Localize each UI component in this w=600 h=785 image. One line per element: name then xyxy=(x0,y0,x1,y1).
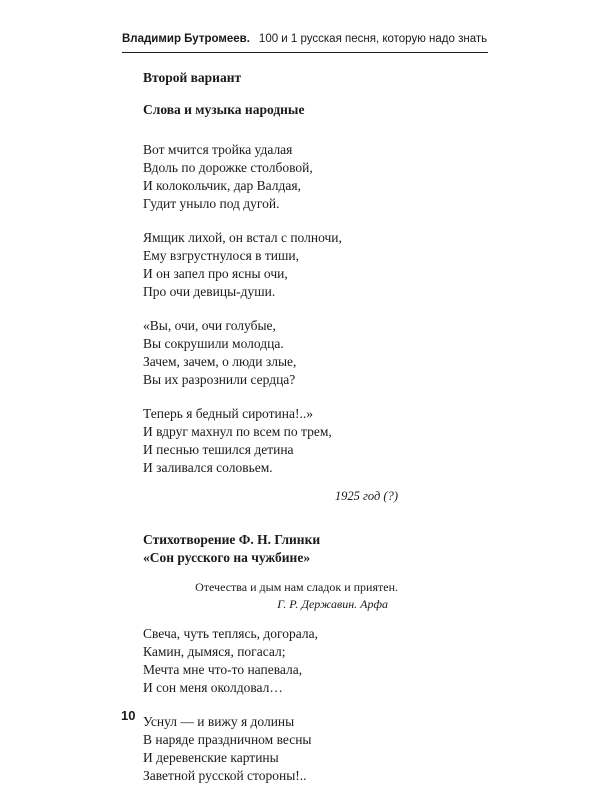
poem-line: В наряде праздничном весны xyxy=(143,732,312,747)
poem-line: Теперь я бедный сиротина!..» xyxy=(143,406,313,421)
poem-line: И вдруг махнул по всем по трем, xyxy=(143,424,332,439)
poem-line: Свеча, чуть теплясь, догорала, xyxy=(143,626,318,641)
poem-line: Камин, дымяся, погасал; xyxy=(143,644,286,659)
poem-line: Вот мчится тройка удалая xyxy=(143,142,293,157)
poem-stanza xyxy=(143,317,398,389)
epigraph-source: Г. Р. Державин. Арфа xyxy=(277,597,388,611)
poem-line: Мечта мне что-то напевала, xyxy=(143,662,303,677)
poem-line: Гудит уныло под дугой. xyxy=(143,196,280,211)
section-subtitle: Слова и музыка народные xyxy=(143,102,305,117)
header-book-title: 100 и 1 русская песня, которую надо знать xyxy=(258,33,488,45)
poem-stanza xyxy=(143,229,398,301)
poem-line: Зачем, зачем, о люди злые, xyxy=(143,354,297,369)
poem-line: Ямщик лихой, он встал с полночи, xyxy=(143,230,342,245)
poem-line: Вдоль по дорожке столбовой, xyxy=(143,160,313,175)
section-title: Стихотворение Ф. Н. Глинки xyxy=(143,532,321,547)
poem-stanza xyxy=(143,713,398,785)
poem-line: И сон меня околдовал… xyxy=(143,680,283,695)
poem-line: Ему взгрустнулося в тиши, xyxy=(143,248,300,263)
running-header xyxy=(122,32,488,46)
epigraph xyxy=(143,579,398,613)
poem-line: Про очи девицы-души. xyxy=(143,284,276,299)
poem-line: И он запел про ясны очи, xyxy=(143,266,288,281)
section-title: Второй вариант xyxy=(143,70,242,85)
poem-stanza xyxy=(143,625,398,697)
poem-date: 1925 год (?) xyxy=(334,489,398,503)
poem-stanza xyxy=(143,405,398,477)
poem-line: И деревенские картины xyxy=(143,750,279,765)
poem-line: И песнью тешился детина xyxy=(143,442,294,457)
poem-line: «Вы, очи, очи голубые, xyxy=(143,318,276,333)
page-number: 10 xyxy=(121,708,136,723)
poem-line: Заветной русской стороны!.. xyxy=(143,768,307,783)
poem-line: И заливался соловьем. xyxy=(143,460,273,475)
epigraph-text: Отечества и дым нам сладок и приятен. xyxy=(195,580,398,594)
poem-line: Вы сокрушили молодца. xyxy=(143,336,284,351)
poem-line: Уснул — и вижу я долины xyxy=(143,714,295,729)
header-rule xyxy=(122,52,488,53)
poem-line: Вы их разрознили сердца? xyxy=(143,372,296,387)
header-author: Владимир Бутромеев. xyxy=(122,33,250,45)
poem-line: И колокольчик, дар Валдая, xyxy=(143,178,301,193)
section-title: «Сон русского на чужбине» xyxy=(143,550,311,565)
page-content xyxy=(143,69,398,785)
poem-stanza xyxy=(143,141,398,213)
